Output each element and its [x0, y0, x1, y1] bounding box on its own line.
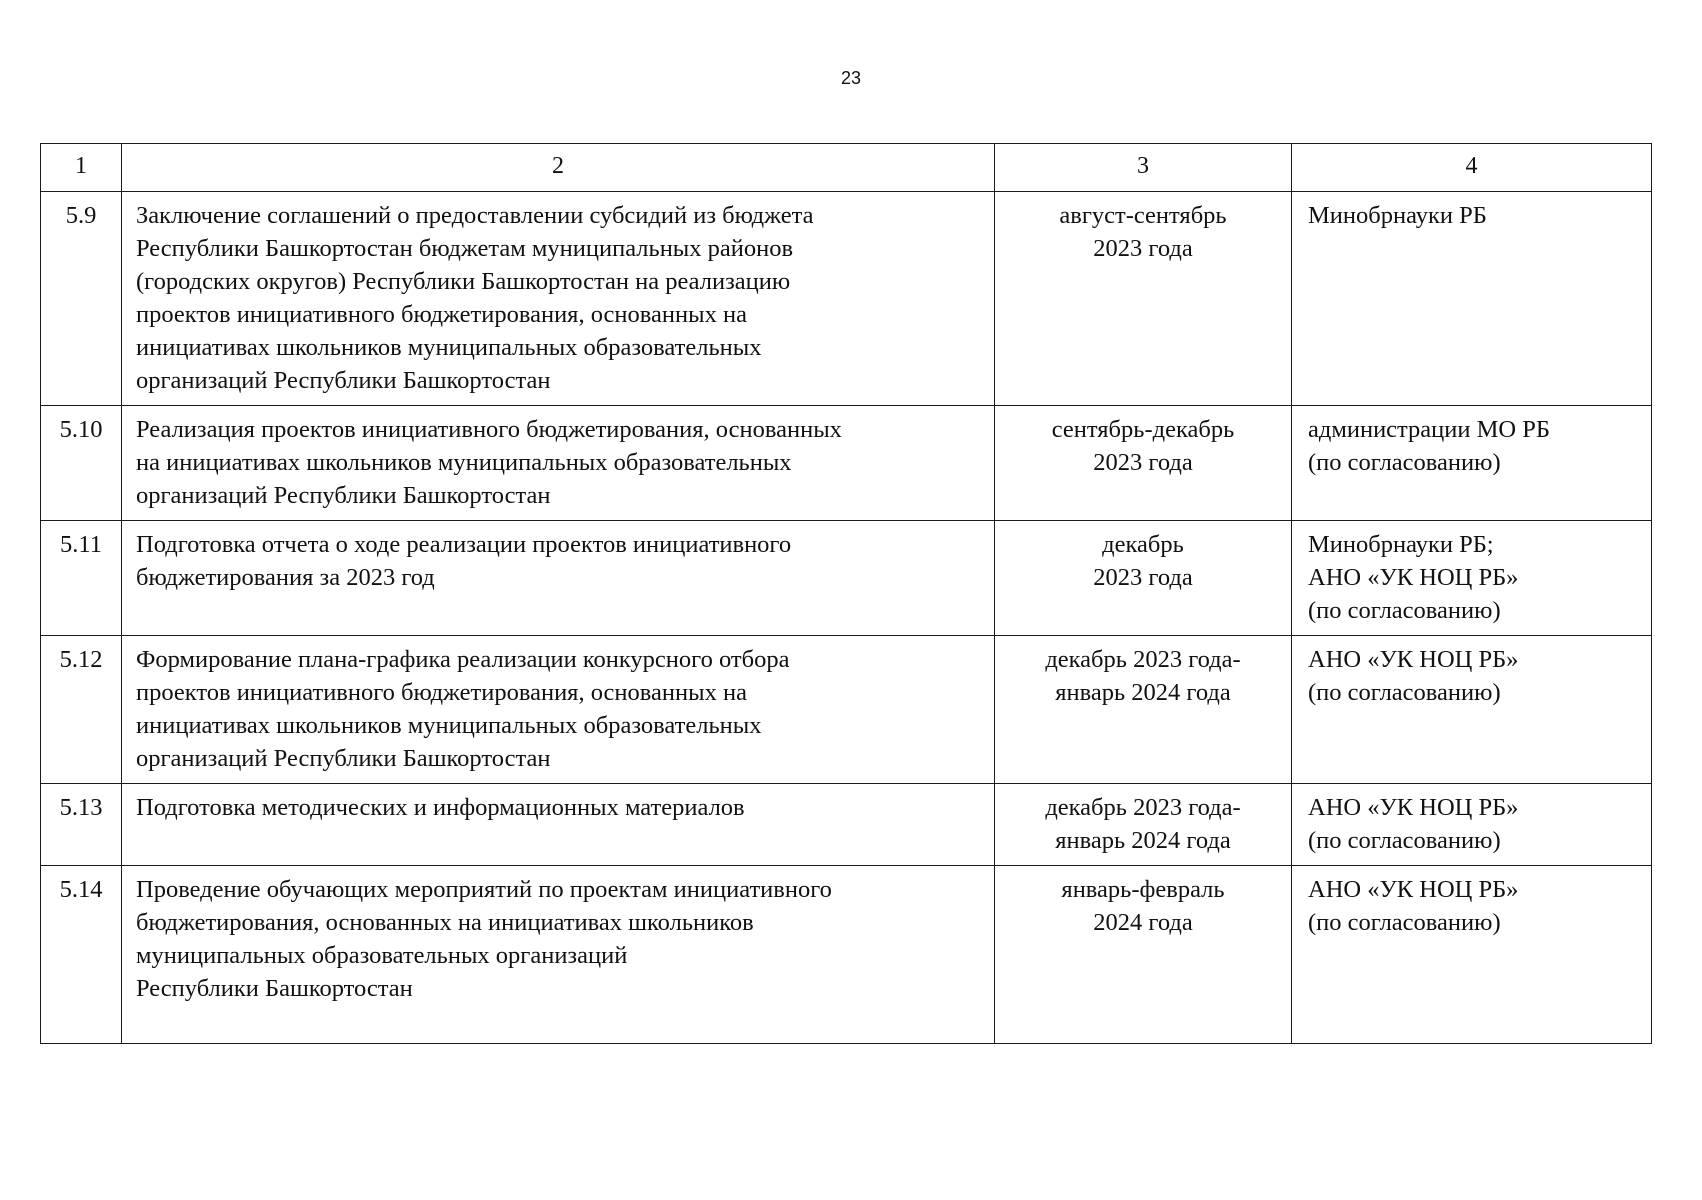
responsible-executor-line: АНО «УК НОЦ РБ»: [1308, 794, 1519, 821]
responsible-executor-line: (по согласованию): [1308, 449, 1501, 476]
event-description: [122, 866, 995, 1044]
responsible-executor-line: (по согласованию): [1308, 909, 1501, 936]
column-number-row: [41, 144, 1652, 192]
table-row: [41, 866, 1652, 1044]
event-description-line: Республики Башкортостан бюджетам муниципальных районов: [136, 235, 794, 262]
event-description-line: муниципальных образовательных организаций: [136, 942, 628, 969]
responsible-executor: [1292, 866, 1652, 1044]
responsible-executor-line: (по согласованию): [1308, 679, 1501, 706]
event-description: [122, 636, 995, 784]
event-description: [122, 406, 995, 521]
event-description-line: Формирование плана-графика реализации конкурсного отбора: [136, 646, 790, 673]
event-description-line: организаций Республики Башкортостан: [136, 482, 551, 509]
event-description-line: организаций Республики Башкортостан: [136, 367, 551, 394]
table-row: [41, 636, 1652, 784]
responsible-executor-line: АНО «УК НОЦ РБ»: [1308, 646, 1519, 673]
execution-term-line: декабрь: [1102, 531, 1184, 558]
responsible-executor-line: (по согласованию): [1308, 597, 1501, 624]
event-description-line: инициативах школьников муниципальных образовательных: [136, 712, 762, 739]
responsible-executor-line: АНО «УК НОЦ РБ»: [1308, 876, 1519, 903]
execution-term: [995, 784, 1292, 866]
responsible-executor: [1292, 406, 1652, 521]
item-number: 5.11: [41, 521, 122, 636]
execution-term-line: январь 2024 года: [1055, 679, 1231, 706]
event-description: [122, 521, 995, 636]
execution-term: [995, 192, 1292, 406]
execution-term: [995, 866, 1292, 1044]
table-row: [41, 406, 1652, 521]
execution-term-line: декабрь 2023 года-: [1045, 646, 1241, 673]
event-description-line: Заключение соглашений о предоставлении субсидий из бюджета: [136, 202, 814, 229]
execution-term-line: август-сентябрь: [1059, 202, 1227, 229]
event-description-line: бюджетирования за 2023 год: [136, 564, 435, 591]
execution-term-line: январь-февраль: [1061, 876, 1225, 903]
execution-term-line: 2023 года: [1093, 564, 1193, 591]
event-description-line: Подготовка отчета о ходе реализации проектов инициативного: [136, 531, 792, 558]
event-description-line: бюджетирования, основанных на инициативах школьников: [136, 909, 754, 936]
event-description-line: Подготовка методических и информационных материалов: [136, 794, 745, 821]
page-number: 23: [840, 68, 862, 88]
responsible-executor: [1292, 192, 1652, 406]
execution-term-line: 2023 года: [1093, 235, 1193, 262]
event-description: [122, 192, 995, 406]
event-description-line: проектов инициативного бюджетирования, основанных на: [136, 301, 747, 328]
event-description: [122, 784, 995, 866]
execution-term-line: 2024 года: [1093, 909, 1193, 936]
responsible-executor-line: Минобрнауки РБ: [1308, 202, 1487, 229]
responsible-executor: [1292, 521, 1652, 636]
execution-term: [995, 521, 1292, 636]
item-number: 5.12: [41, 636, 122, 784]
column-number-2: 2: [122, 144, 995, 192]
event-description-line: инициативах школьников муниципальных образовательных: [136, 334, 762, 361]
execution-term-line: 2023 года: [1093, 449, 1193, 476]
event-description-line: (городских округов) Республики Башкортостан на реализацию: [136, 268, 791, 295]
execution-term: [995, 406, 1292, 521]
column-number-1: 1: [41, 144, 122, 192]
event-description-line: на инициативах школьников муниципальных образовательных: [136, 449, 792, 476]
column-number-4: 4: [1292, 144, 1652, 192]
item-number: 5.14: [41, 866, 122, 1044]
item-number: 5.9: [41, 192, 122, 406]
table-row: [41, 192, 1652, 406]
event-description-line: организаций Республики Башкортостан: [136, 745, 551, 772]
column-number-3: 3: [995, 144, 1292, 192]
responsible-executor: [1292, 784, 1652, 866]
table-row: [41, 521, 1652, 636]
execution-term-line: сентябрь-декабрь: [1051, 416, 1235, 443]
activity-plan-table: [40, 143, 1652, 1044]
event-description-line: Реализация проектов инициативного бюджетирования, основанных: [136, 416, 842, 443]
item-number: 5.10: [41, 406, 122, 521]
event-description-line: Республики Башкортостан: [136, 975, 413, 1002]
responsible-executor-line: АНО «УК НОЦ РБ»: [1308, 564, 1519, 591]
responsible-executor-line: администрации МО РБ: [1308, 416, 1550, 443]
item-number: 5.13: [41, 784, 122, 866]
event-description-line: Проведение обучающих мероприятий по проектам инициативного: [136, 876, 832, 903]
event-description-line: проектов инициативного бюджетирования, основанных на: [136, 679, 747, 706]
execution-term-line: декабрь 2023 года-: [1045, 794, 1241, 821]
table-row: [41, 784, 1652, 866]
execution-term-line: январь 2024 года: [1055, 827, 1231, 854]
responsible-executor-line: Минобрнауки РБ;: [1308, 531, 1494, 558]
execution-term: [995, 636, 1292, 784]
responsible-executor: [1292, 636, 1652, 784]
responsible-executor-line: (по согласованию): [1308, 827, 1501, 854]
